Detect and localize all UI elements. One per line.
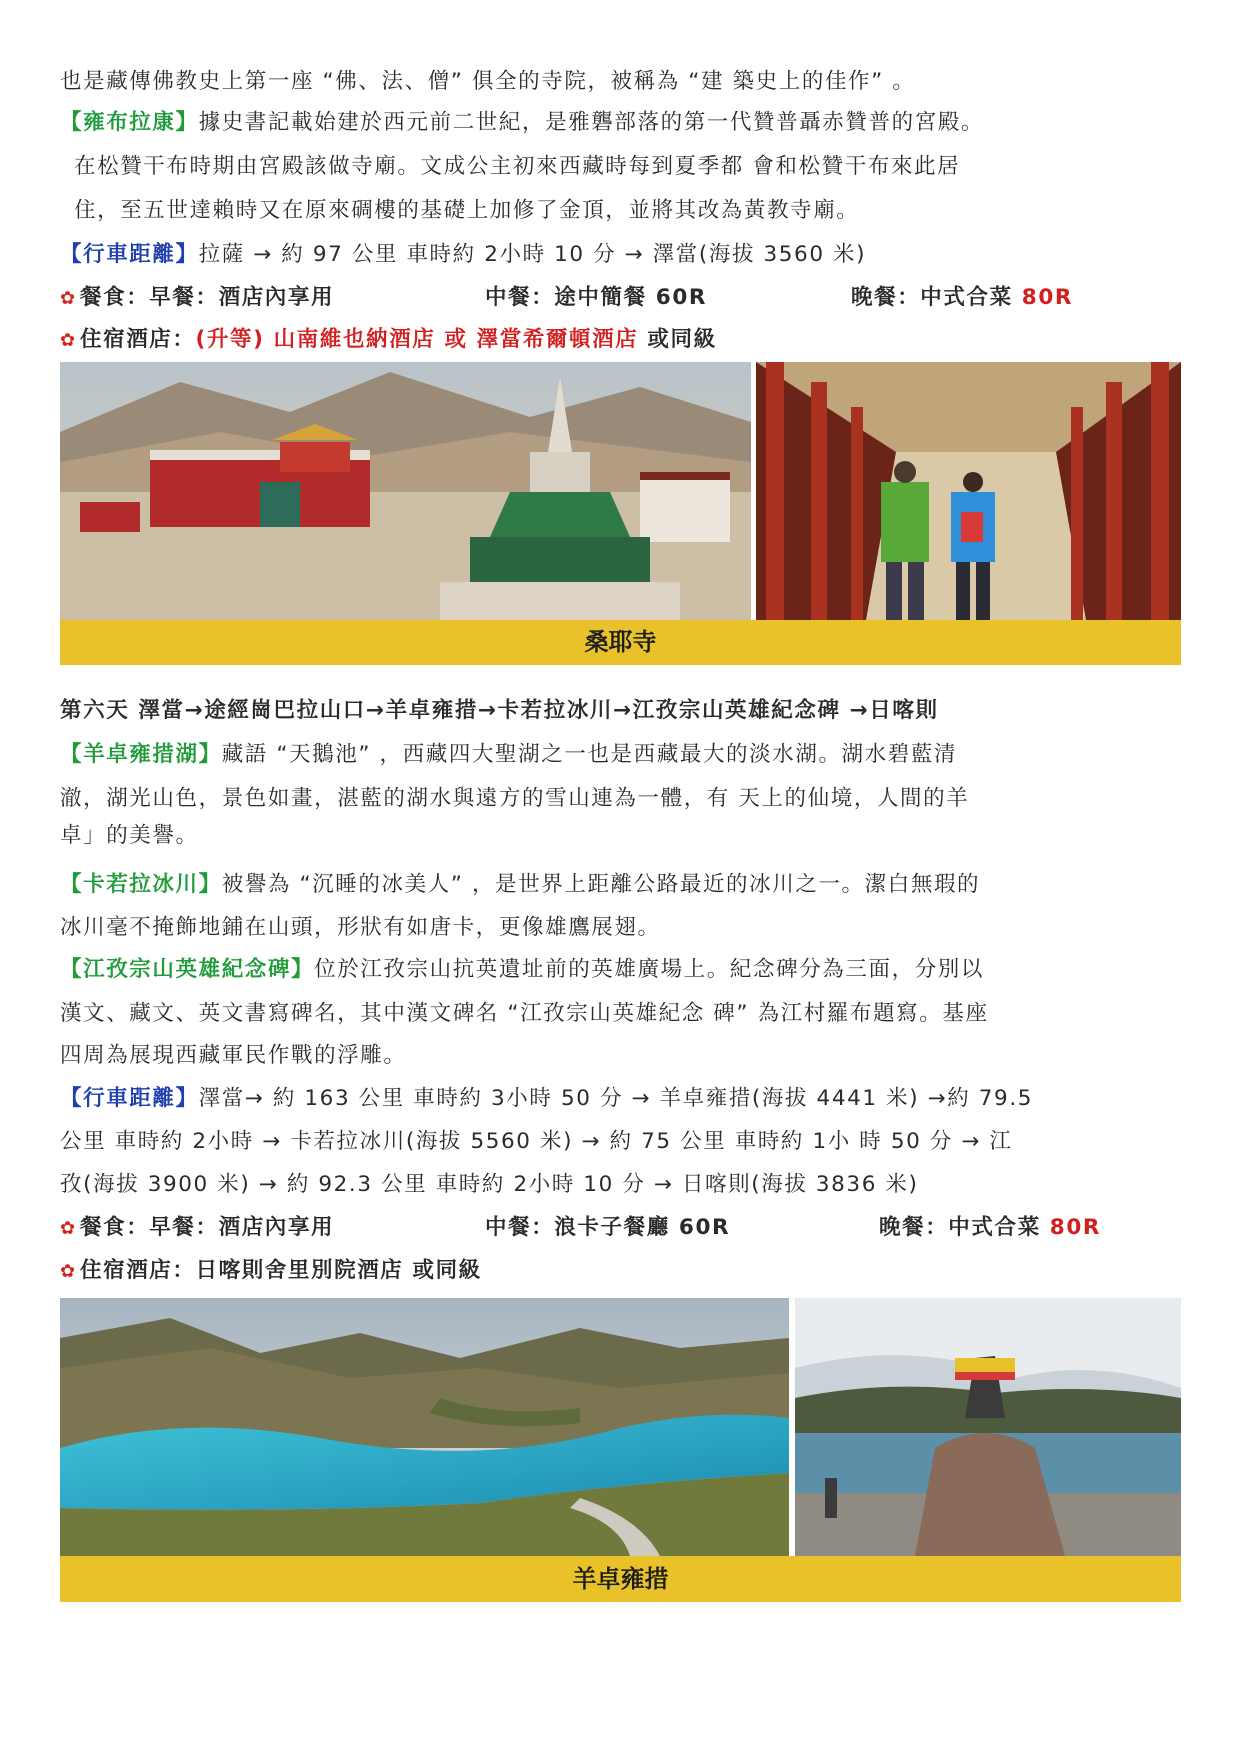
day5-lunch-label: 中餐：途中簡餐 xyxy=(485,285,656,310)
day6-hotel-text: 住宿酒店：日喀則舍里別院酒店 或同級 xyxy=(80,1258,482,1283)
yamdrok-caption: 羊卓雍措 xyxy=(572,1565,669,1593)
yamdrok-label: 【羊卓雍措湖】 xyxy=(60,742,222,767)
flower-icon: ✿ xyxy=(60,1261,77,1282)
day6-lunch-label: 中餐：浪卡子餐廳 xyxy=(485,1215,679,1240)
day5-meals-line xyxy=(60,283,1181,314)
intro-line: 也是藏傳佛教史上第一座 “佛、法、僧” 俱全的寺院，被稱為 “建 築史上的佳作” 。 xyxy=(60,69,916,94)
day5-dinner xyxy=(851,283,1073,313)
flower-icon: ✿ xyxy=(60,330,77,351)
day6-title: 第六天 澤當→途經崗巴拉山口→羊卓雍措→卡若拉冰川→江孜宗山英雄紀念碑 →日喀則 xyxy=(60,698,939,723)
day6-dinner-label: 晚餐：中式合菜 xyxy=(879,1215,1050,1240)
day6-dinner-price: 80R xyxy=(1049,1215,1102,1240)
yamdrok-lake-photo xyxy=(60,1298,789,1556)
yumbulagang-label: 【雍布拉康】 xyxy=(60,110,199,135)
yamdrok-photo-block xyxy=(60,1298,1181,1602)
flower-icon: ✿ xyxy=(60,1218,77,1239)
yamdrok-line1 xyxy=(60,740,957,770)
yamdrok-text-1: 藏語 “天鵝池” ，西藏四大聖湖之一也是西藏最大的淡水湖。湖水碧藍清 xyxy=(221,742,958,767)
day6-lunch xyxy=(485,1213,730,1243)
yamdrok-text-2: 澈，湖光山色，景色如畫，湛藍的湖水與遠方的雪山連為一體，有 天上的仙境，人間的羊 xyxy=(60,786,970,811)
day6-breakfast: 餐食：早餐：酒店內享用 xyxy=(80,1215,335,1240)
day5-distance-label: 【行車距離】 xyxy=(60,242,199,267)
gyantse-text-3: 四周為展現西藏軍民作戰的浮雕。 xyxy=(60,1043,407,1068)
day5-lunch-price: 60R xyxy=(655,285,708,310)
yumbulagang-text-2: 在松贊干布時期由宮殿該做寺廟。文成公主初來西藏時每到夏季都 會和松贊干布來此居 xyxy=(74,154,961,179)
day5-lunch xyxy=(485,283,707,313)
day6-lunch-price: 60R xyxy=(678,1215,731,1240)
gyantse-text-2: 漢文、藏文、英文書寫碑名，其中漢文碑名 “江孜宗山英雄紀念 碑” 為江村羅布題寫。基座 xyxy=(60,1001,989,1026)
samye-caption-bar xyxy=(60,620,1181,665)
yumbulagang-paragraph-line1 xyxy=(60,108,984,138)
day5-hotel-label: 住宿酒店： xyxy=(80,327,196,352)
day5-hotel-line xyxy=(60,325,717,356)
gyantse-line1 xyxy=(60,955,984,985)
day6-distance-text-1: 澤當→ 約 163 公里 車時約 3小時 50 分 → 羊卓雍措(海拔 4441 米) →約 79.5 xyxy=(198,1086,1034,1111)
karola-label: 【卡若拉冰川】 xyxy=(60,872,222,897)
samye-caption: 桑耶寺 xyxy=(584,628,657,656)
day5-distance-line xyxy=(60,240,866,270)
day5-hotel-suffix: 或同級 xyxy=(638,327,717,352)
karola-line1 xyxy=(60,870,980,900)
day5-distance-text: 拉薩 → 約 97 公里 車時約 2小時 10 分 → 澤當(海拔 3560 米) xyxy=(198,242,867,267)
day5-breakfast: 餐食：早餐：酒店內享用 xyxy=(80,285,335,310)
yumbulagang-text-3: 住，至五世達賴時又在原來碉樓的基礎上加修了金頂，並將其改為黃教寺廟。 xyxy=(74,198,860,223)
day6-distance-text-2: 公里 車時約 2小時 → 卡若拉冰川(海拔 5560 米) → 約 75 公里 車時約 1小 時 50 分 → 江 xyxy=(60,1129,1013,1154)
day5-hotel-upgrade: (升等) 山南維也納酒店 或 澤當希爾頓酒店 xyxy=(195,327,639,352)
gyantse-label: 【江孜宗山英雄紀念碑】 xyxy=(60,957,315,982)
karola-text-1: 被譽為 “沉睡的冰美人” ，是世界上距離公路最近的冰川之一。潔白無瑕的 xyxy=(221,872,981,897)
day6-distance-line1 xyxy=(60,1084,1033,1114)
yamdrok-caption-bar xyxy=(60,1556,1181,1602)
gyantse-text-1: 位於江孜宗山抗英遺址前的英雄廣場上。紀念碑分為三面，分別以 xyxy=(314,957,985,982)
day5-dinner-price: 80R xyxy=(1021,285,1074,310)
samye-photo-block xyxy=(60,362,1181,665)
samye-monastery-photo xyxy=(60,362,751,620)
yamdrok-text-3: 卓」的美譽。 xyxy=(60,823,199,848)
day6-distance-text-3: 孜(海拔 3900 米) → 約 92.3 公里 車時約 2小時 10 分 → 日喀則(海拔 3836 米) xyxy=(60,1172,919,1197)
day6-meals-line xyxy=(60,1213,1181,1244)
yumbulagang-text-1: 據史書記載始建於西元前二世紀，是雅礱部落的第一代贊普聶赤贊普的宮殿。 xyxy=(198,110,985,135)
karola-text-2: 冰川毫不掩飾地鋪在山頭，形狀有如唐卡，更像雄鷹展翅。 xyxy=(60,915,661,940)
day6-dinner xyxy=(879,1213,1101,1243)
day5-dinner-label: 晚餐：中式合菜 xyxy=(851,285,1022,310)
day6-hotel-line xyxy=(60,1256,482,1287)
samye-corridor-photo xyxy=(756,362,1181,620)
flower-icon: ✿ xyxy=(60,288,77,309)
yamdrok-rock-photo xyxy=(795,1298,1181,1556)
day6-distance-label: 【行車距離】 xyxy=(60,1086,199,1111)
